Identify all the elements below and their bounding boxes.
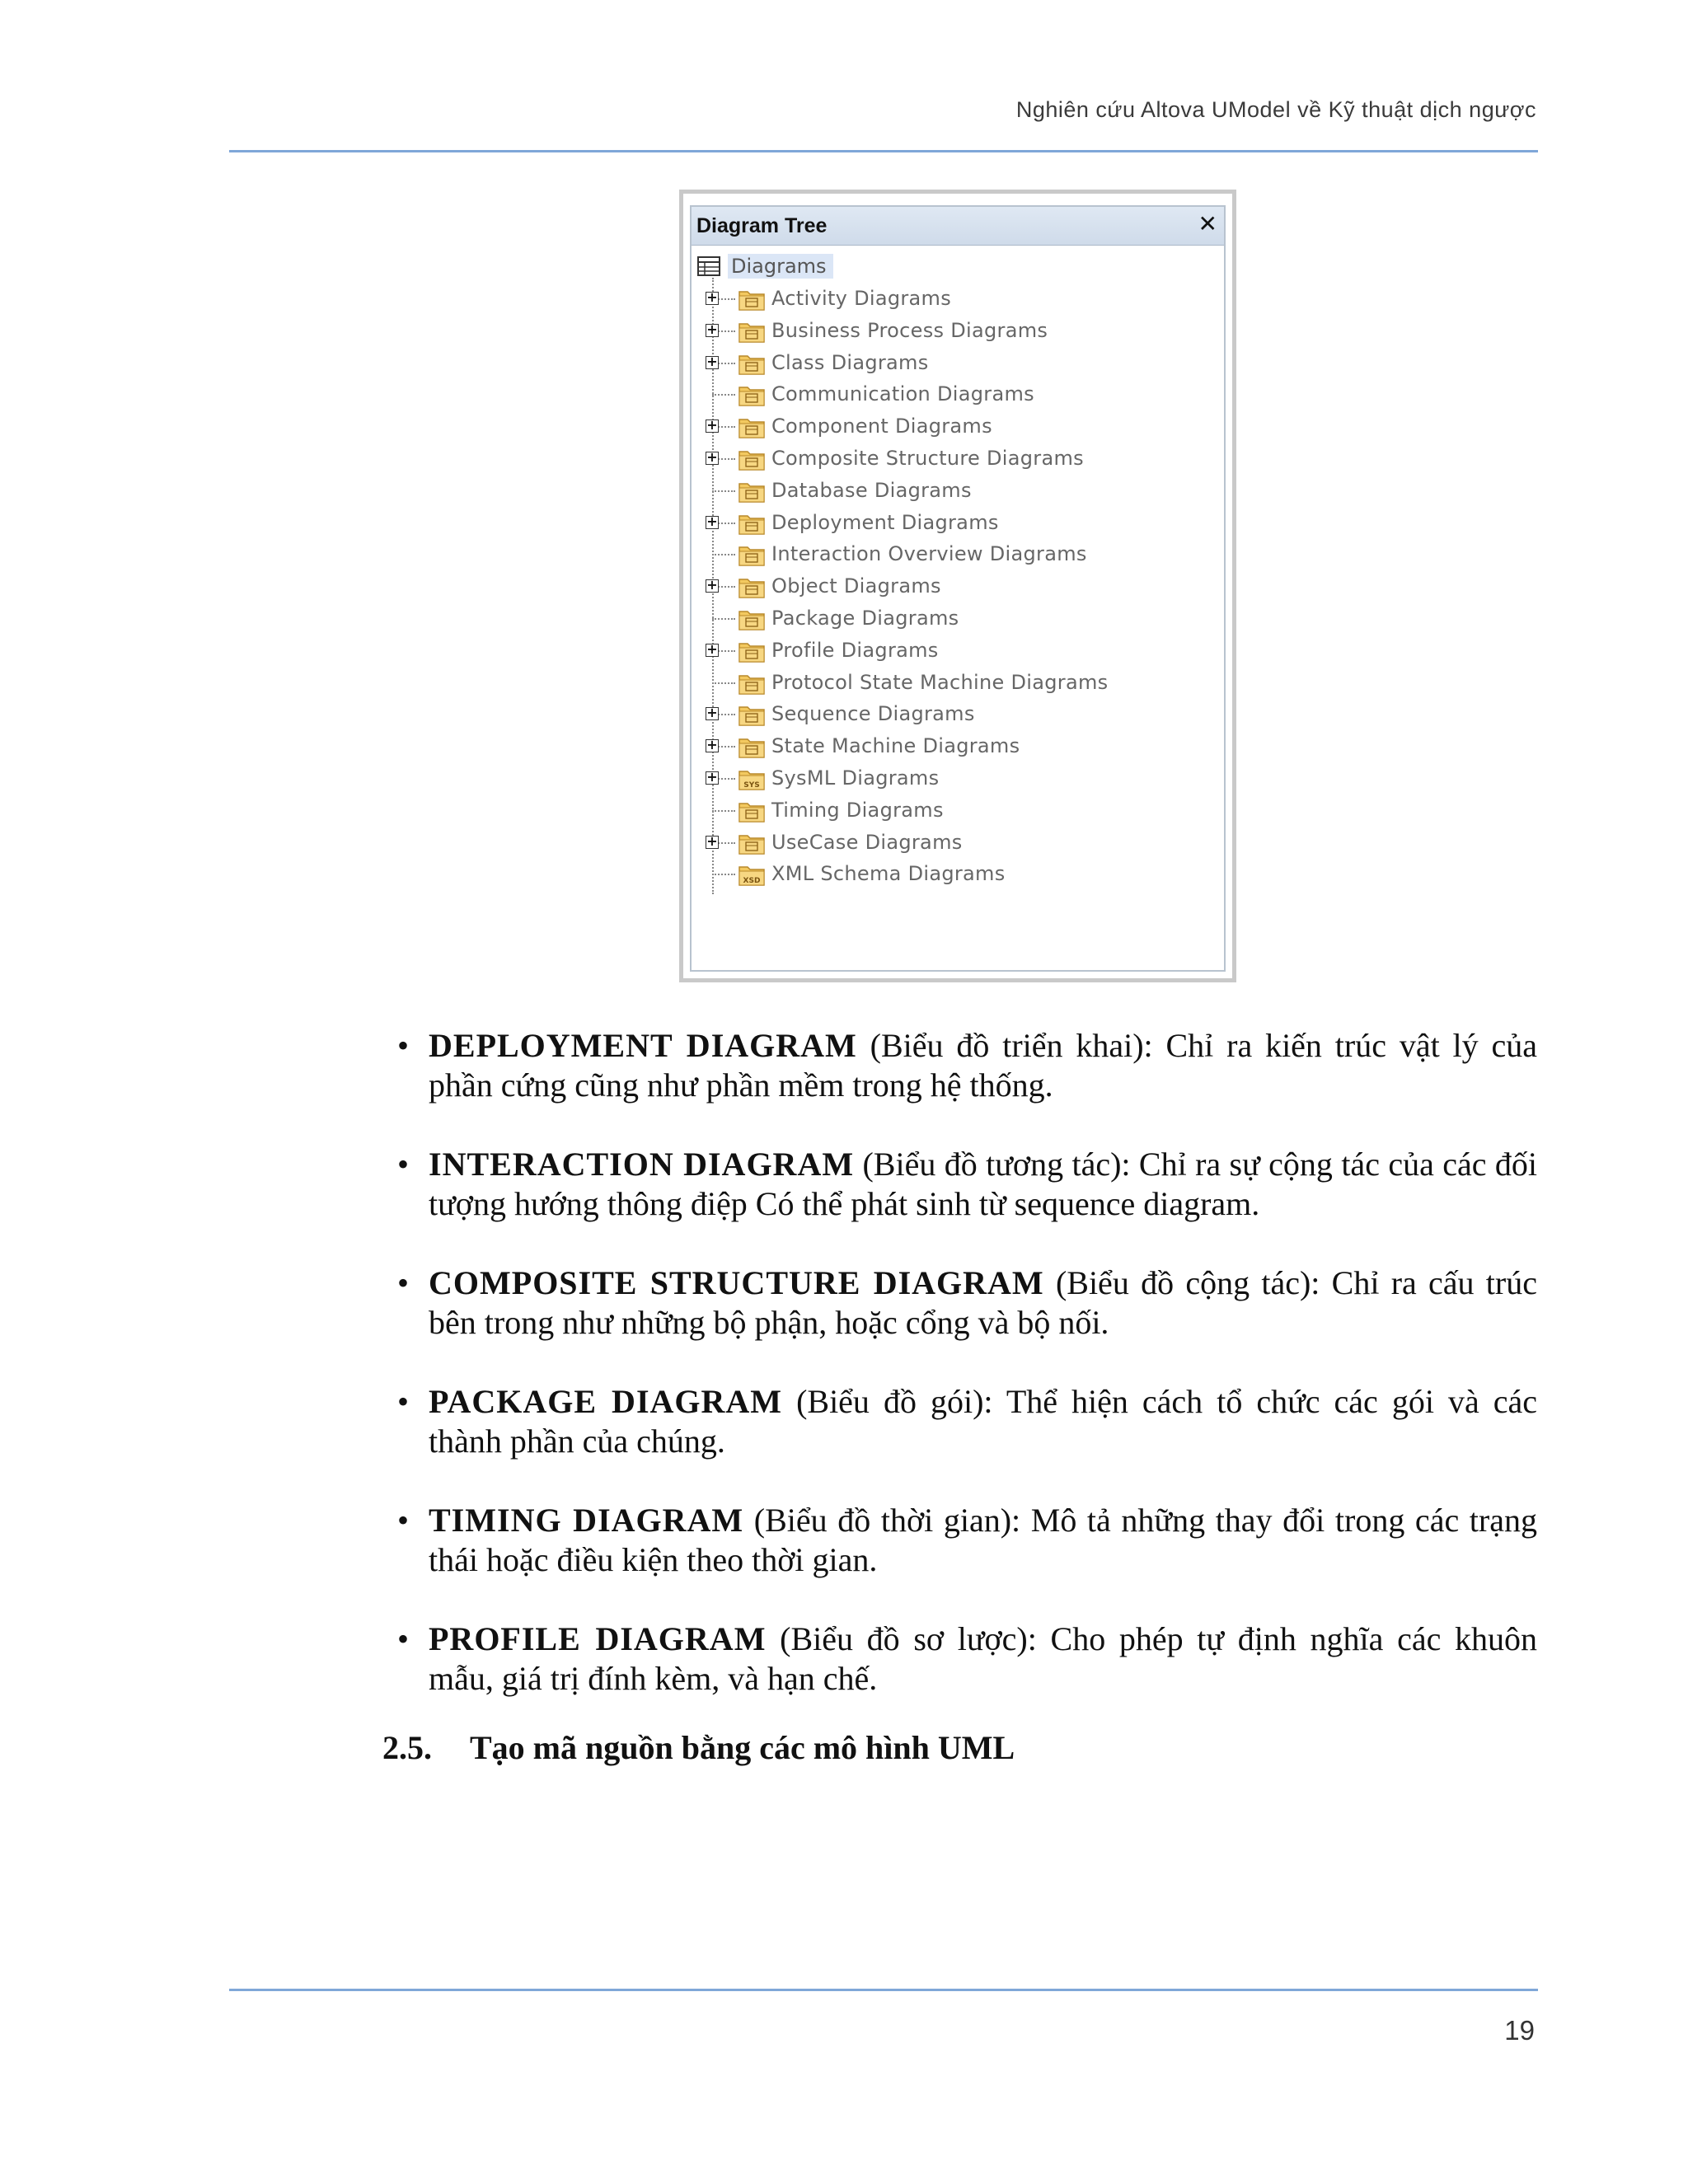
usecase-diagram-icon (738, 830, 766, 855)
tree-item-label: Object Diagrams (771, 574, 941, 598)
bullet-description: (Biểu đồ sơ lược): Cho phép tự định nghĩa các khuôn mẫu, giá trị đính kèm, và hạn chế. (429, 1620, 1538, 1697)
tree-item[interactable] (692, 602, 1224, 635)
bullet-item (397, 1382, 1538, 1461)
package-diagram-icon (738, 606, 766, 631)
expand-icon[interactable]: + (706, 353, 718, 369)
bullet-dot: • (397, 1502, 410, 1539)
sysml-diagram-icon (738, 766, 766, 791)
bullet-item (397, 1619, 1538, 1699)
bullet-term: INTERACTION DIAGRAM (429, 1146, 855, 1183)
activity-diagram-icon (738, 286, 766, 312)
bullet-term: PACKAGE DIAGRAM (429, 1383, 783, 1420)
bullet-dot: • (397, 1620, 410, 1657)
tree-item-label: State Machine Diagrams (771, 734, 1020, 758)
diagram-tree-window (690, 205, 1226, 972)
tree-item-label: Component Diagrams (771, 415, 992, 438)
tree-item[interactable] (692, 315, 1224, 347)
bullet-description: (Biểu đồ tương tác): Chỉ ra sự cộng tác của các đối tượng hướng thông điệp Có thể phát sinh từ sequence diagram. (429, 1146, 1537, 1222)
diagrams-root-icon (696, 255, 723, 278)
diagram-tree (692, 248, 1224, 970)
object-diagram-icon (738, 574, 766, 599)
bullet-item (397, 1145, 1537, 1224)
bullet-dot: • (397, 1264, 410, 1301)
bullet-description: (Biểu đồ triển khai): Chỉ ra kiến trúc vật lý của phần cứng cũng như phần mềm trong hệ thống. (429, 1027, 1537, 1104)
tree-item-label: Interaction Overview Diagrams (771, 542, 1087, 566)
diagram-tree-titlebar (692, 207, 1224, 246)
tree-connector (712, 490, 735, 492)
bullet-term: DEPLOYMENT DIAGRAM (429, 1027, 857, 1064)
section-title: Tạo mã nguồn bằng các mô hình UML (470, 1729, 1015, 1766)
bullet-term: COMPOSITE STRUCTURE DIAGRAM (429, 1264, 1044, 1301)
tree-item-label: Profile Diagrams (771, 638, 939, 662)
bullet-dot: • (397, 1383, 410, 1420)
tree-connector (712, 554, 735, 555)
bullet-item (397, 1501, 1537, 1580)
bullet-dot: • (397, 1146, 410, 1183)
tree-item-label: Protocol State Machine Diagrams (771, 670, 1109, 694)
diagram-tree-figure (679, 190, 1236, 982)
tree-item-label: Timing Diagrams (771, 798, 944, 822)
section-heading (382, 1728, 1015, 1767)
tree-item[interactable] (692, 667, 1224, 699)
page-number: 19 (1504, 2015, 1535, 2046)
diagram-tree-title: Diagram Tree (696, 214, 828, 237)
bullet-description: (Biểu đồ cộng tác): Chỉ ra cấu trúc bên trong như những bộ phận, hoặc cổng và bộ nối. (429, 1264, 1537, 1341)
expand-icon[interactable]: + (706, 417, 718, 434)
tree-connector (712, 810, 735, 812)
bullet-term: PROFILE DIAGRAM (429, 1620, 767, 1657)
tree-item-label: Sequence Diagrams (771, 702, 975, 726)
database-diagram-icon (738, 478, 766, 504)
header-rule (229, 150, 1538, 152)
svg-text:SYS: SYS (743, 781, 760, 790)
tree-item[interactable] (692, 378, 1224, 410)
expand-icon[interactable]: + (706, 513, 718, 529)
xml-schema-icon (738, 861, 766, 887)
interaction-overview-icon (738, 541, 766, 567)
tree-item[interactable] (692, 410, 1224, 443)
tree-item-label: Business Process Diagrams (771, 318, 1048, 342)
deployment-diagram-icon (738, 510, 766, 536)
section-number: 2.5. (382, 1729, 432, 1766)
bullet-description: (Biểu đồ gói): Thể hiện cách tổ chức các gói và các thành phần của chúng. (429, 1383, 1538, 1460)
sequence-diagram-icon (738, 701, 766, 727)
tree-connector (712, 394, 735, 396)
tree-connector (712, 874, 735, 875)
tree-item[interactable] (692, 858, 1224, 890)
bullet-dot: • (397, 1027, 410, 1064)
tree-item-label: XML Schema Diagrams (771, 862, 1006, 886)
tree-item-label: Package Diagrams (771, 607, 959, 630)
tree-item-label: Database Diagrams (771, 478, 972, 502)
expand-icon[interactable]: + (706, 737, 718, 753)
expand-icon[interactable]: + (706, 289, 718, 305)
close-icon[interactable]: ✕ (1198, 210, 1217, 237)
expand-icon[interactable]: + (706, 577, 718, 593)
tree-item-label: SysML Diagrams (771, 766, 940, 790)
tree-item[interactable] (692, 570, 1224, 602)
protocol-state-machine-icon (738, 670, 766, 696)
tree-item[interactable] (692, 762, 1224, 794)
tree-item-label: Class Diagrams (771, 350, 929, 374)
tree-item[interactable] (692, 827, 1224, 859)
tree-item[interactable] (692, 538, 1224, 570)
tree-root-diagrams[interactable] (696, 251, 833, 281)
tree-item-label: Deployment Diagrams (771, 510, 999, 534)
tree-item[interactable] (692, 347, 1224, 379)
tree-item[interactable] (692, 283, 1224, 315)
tree-item-label: UseCase Diagrams (771, 830, 963, 854)
tree-item[interactable] (692, 475, 1224, 507)
tree-connector (712, 682, 735, 684)
business-process-icon (738, 318, 766, 344)
profile-diagram-icon (738, 638, 766, 663)
expand-icon[interactable]: + (706, 769, 718, 785)
expand-icon[interactable]: + (706, 321, 718, 337)
footer-rule (229, 1989, 1538, 1991)
communication-diagram-icon (738, 382, 766, 407)
expand-icon[interactable]: + (706, 640, 718, 657)
tree-item[interactable] (692, 730, 1224, 762)
bullet-item (397, 1026, 1537, 1105)
class-diagram-icon (738, 350, 766, 376)
bullet-item (397, 1263, 1537, 1343)
tree-item-label: Composite Structure Diagrams (771, 447, 1084, 470)
bullet-term: TIMING DIAGRAM (429, 1502, 744, 1539)
tree-connector (712, 618, 735, 620)
tree-root-label: Diagrams (728, 254, 833, 279)
timing-diagram-icon (738, 798, 766, 823)
composite-structure-icon (738, 446, 766, 471)
svg-text:XSD: XSD (743, 877, 761, 886)
expand-icon[interactable]: + (706, 705, 718, 721)
tree-item-label: Activity Diagrams (771, 287, 952, 310)
expand-icon[interactable]: + (706, 449, 718, 465)
tree-item[interactable] (692, 443, 1224, 475)
tree-item[interactable] (692, 507, 1224, 539)
tree-item[interactable] (692, 698, 1224, 730)
expand-icon[interactable]: + (706, 832, 718, 849)
tree-item[interactable] (692, 794, 1224, 827)
running-header: Nghiên cứu Altova UModel về Kỹ thuật dịch ngược (1015, 97, 1536, 122)
component-diagram-icon (738, 414, 766, 439)
state-machine-icon (738, 733, 766, 759)
bullet-description: (Biểu đồ thời gian): Mô tả những thay đổi trong các trạng thái hoặc điều kiện theo thời gian. (429, 1502, 1537, 1578)
tree-item-label: Communication Diagrams (771, 382, 1034, 406)
tree-item[interactable] (692, 635, 1224, 667)
